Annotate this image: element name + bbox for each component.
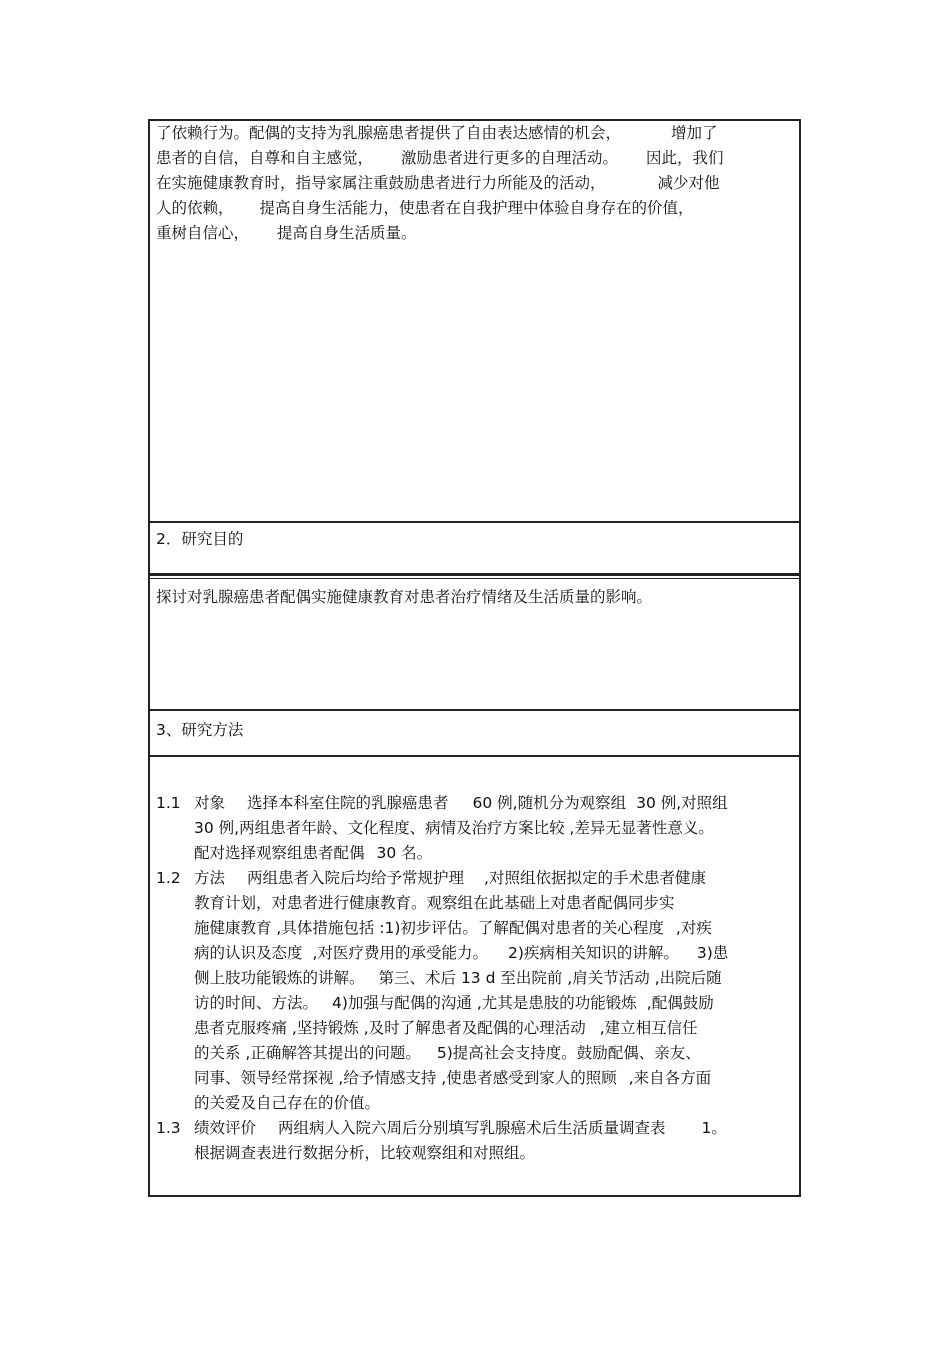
text-span: 增加了 bbox=[671, 124, 718, 142]
text-line bbox=[194, 891, 793, 916]
section3-heading-cell bbox=[150, 711, 799, 757]
text-line bbox=[194, 1066, 793, 1091]
text-span: 患者克服疼痛 ,坚持锻炼 ,及时了解患者及配偶的心理活动 bbox=[194, 1019, 586, 1037]
text-span: 30 例,两组患者年龄、文化程度、病情及治疗方案比较 ,差异无显著性意义。 bbox=[194, 819, 714, 837]
item-body bbox=[194, 866, 793, 1116]
text-span: 5)提高社会支持度。鼓励配偶、亲友、 bbox=[436, 1044, 701, 1062]
text-line bbox=[194, 841, 793, 866]
text-span: 根据调查表进行数据分析，比较观察组和对照组。 bbox=[194, 1144, 536, 1162]
text-span: 访的时间、方法。 bbox=[194, 994, 319, 1012]
text-span: 了依赖行为。配偶的支持为乳腺癌患者提供了自由表达感情的机会， bbox=[156, 124, 622, 142]
text-line bbox=[194, 1041, 793, 1066]
section2-heading: 2．研究目的 bbox=[156, 530, 244, 548]
text-line bbox=[194, 941, 793, 966]
text-span: 60 例,随机分为观察组 bbox=[472, 794, 627, 812]
text-line bbox=[156, 221, 793, 246]
text-span: 对象 bbox=[194, 794, 226, 812]
text-span: 1。 bbox=[701, 1119, 727, 1137]
item-number: 1.2 bbox=[156, 869, 181, 887]
text-span: 提高自身生活质量。 bbox=[277, 224, 417, 242]
text-span: 病的认识及态度 bbox=[194, 944, 303, 962]
text-span: ,配偶鼓励 bbox=[646, 994, 714, 1012]
text-span: 提高自身生活能力，使患者在自我护理中体验自身存在的价值， bbox=[259, 199, 694, 217]
intro-cell bbox=[150, 121, 799, 523]
text-span: 激励患者进行更多的自理活动。 bbox=[401, 149, 619, 167]
text-span: ,对照组依据拟定的手术患者健康 bbox=[484, 869, 706, 887]
text-span: 绩效评价 bbox=[194, 1119, 257, 1137]
list-item bbox=[150, 866, 793, 1116]
text-span: 教育计划，对患者进行健康教育。观察组在此基础上对患者配偶同步实 bbox=[194, 894, 675, 912]
text-line bbox=[194, 1091, 793, 1116]
item-number: 1.1 bbox=[156, 794, 181, 812]
text-line bbox=[194, 816, 793, 841]
text-span: 30 例,对照组 bbox=[636, 794, 728, 812]
list-item bbox=[150, 791, 793, 866]
text-span: ,对医疗费用的承受能力。 bbox=[312, 944, 488, 962]
list-item bbox=[150, 1116, 793, 1166]
section2-heading-cell bbox=[150, 523, 799, 575]
text-line bbox=[194, 1016, 793, 1041]
text-span: 配对选择观察组患者配偶 bbox=[194, 844, 365, 862]
item-body bbox=[194, 1116, 793, 1166]
text-span: 人的依赖， bbox=[156, 199, 234, 217]
text-line bbox=[194, 791, 793, 816]
text-span: 在实施健康教育时，指导家属注重鼓励患者进行力所能及的活动， bbox=[156, 174, 606, 192]
text-span: 的关爱及自己存在的价值。 bbox=[194, 1094, 381, 1112]
text-span: 同事、领导经常探视 ,给予情感支持 ,使患者感受到家人的照顾 bbox=[194, 1069, 617, 1087]
text-span: ,对疾 bbox=[675, 919, 712, 937]
text-line bbox=[156, 121, 793, 146]
text-line bbox=[194, 866, 793, 891]
text-span: 两组患者入院后均给予常规护理 bbox=[247, 869, 465, 887]
section3-content-cell bbox=[150, 757, 799, 1195]
text-line bbox=[194, 966, 793, 991]
text-span: 的关系 ,正确解答其提出的问题。 bbox=[194, 1044, 421, 1062]
text-line bbox=[194, 916, 793, 941]
text-span: 选择本科室住院的乳腺癌患者 bbox=[247, 794, 449, 812]
text-span: 两组病人入院六周后分别填写乳腺癌术后生活质量调查表 bbox=[278, 1119, 666, 1137]
item-number: 1.3 bbox=[156, 1119, 181, 1137]
section2-content: 探讨对乳腺癌患者配偶实施健康教育对患者治疗情绪及生活质量的影响。 bbox=[156, 588, 653, 606]
text-line bbox=[194, 1141, 793, 1166]
text-line bbox=[156, 196, 793, 221]
item-body bbox=[194, 791, 793, 866]
text-span: 4)加强与配偶的沟通 ,尤其是患肢的功能锻炼 bbox=[332, 994, 637, 1012]
text-span: 施健康教育 ,具体措施包括 :1)初步评估。了解配偶对患者的关心程度 bbox=[194, 919, 664, 937]
text-span: 患者的自信，自尊和自主感觉， bbox=[156, 149, 374, 167]
text-span: 3)患 bbox=[696, 944, 729, 962]
text-span: 侧上肢功能锻炼的讲解。 bbox=[194, 969, 365, 987]
text-line bbox=[156, 146, 793, 171]
text-span: 2)疾病相关知识的讲解。 bbox=[507, 944, 679, 962]
text-line bbox=[194, 1116, 793, 1141]
text-span: 第三、术后 13 d 至出院前 ,肩关节活动 ,出院后随 bbox=[378, 969, 722, 987]
document-table bbox=[148, 119, 801, 1197]
text-span: ,来自各方面 bbox=[628, 1069, 712, 1087]
text-line bbox=[194, 991, 793, 1016]
text-line bbox=[156, 171, 793, 196]
text-span: 30 名。 bbox=[376, 844, 433, 862]
text-span: 方法 bbox=[194, 869, 226, 887]
text-span: 重树自信心， bbox=[156, 224, 250, 242]
text-span: 因此，我们 bbox=[646, 149, 724, 167]
section3-heading: 3、研究方法 bbox=[156, 721, 244, 739]
text-span: 减少对他 bbox=[657, 174, 720, 192]
text-span: ,建立相互信任 bbox=[599, 1019, 698, 1037]
section2-content-cell bbox=[150, 579, 799, 711]
